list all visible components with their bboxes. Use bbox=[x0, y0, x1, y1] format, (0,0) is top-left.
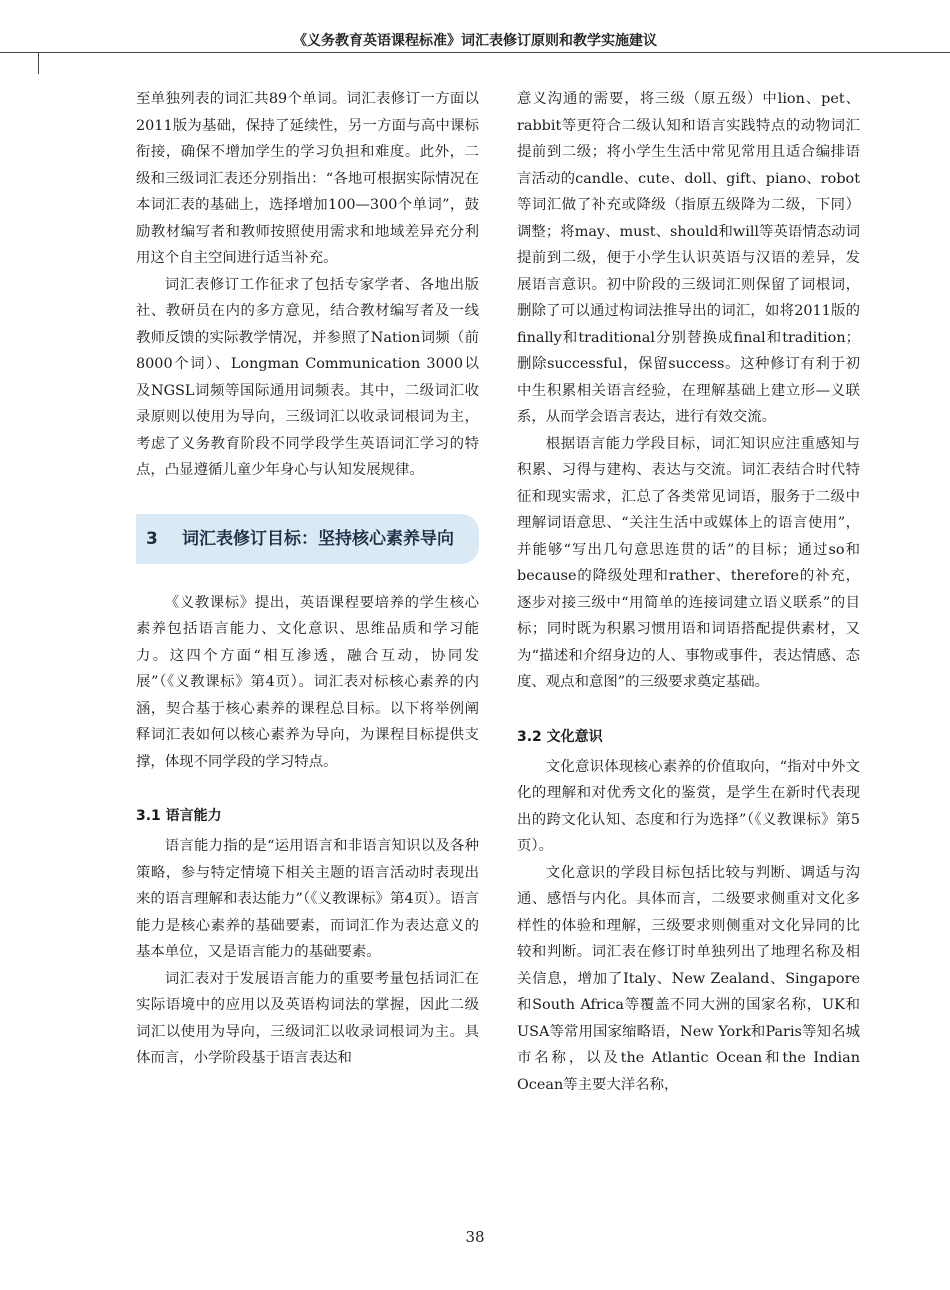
subsection-3-2-heading: 3.2 文化意识 bbox=[517, 728, 603, 745]
section-3-heading bbox=[136, 514, 479, 564]
left-paragraph-2: 词汇表修订工作征求了包括专家学者、各地出版社、教研员在内的多方意见，结合教材编写者及一线教师反馈的实际教学情况，并参照了Nation词频（前8000个词）、Longman Communication 3000以及NGSL词频等国际通用词频表。其中，二级词汇收录原则以使用为导向，三级词汇以收录词根词为主，考虑了义务教育阶段不同学段学生英语词汇学习的特点，凸显遵循儿童少年身心与认知发展规律。 bbox=[136, 276, 479, 478]
right-paragraph-1: 意义沟通的需要，将三级（原五级）中lion、pet、rabbit等更符合二级认知和语言实践特点的动物词汇提前到二级；将小学生生活中常见常用且适合编排语言活动的candle、cute、doll、gift、piano、robot等词汇做了补充或降级（指原五级降为二级，下同）调整；将may、must、should和will等英语情态动词提前到二级，便于小学生认识英语与汉语的差异，发展语言意识。初中阶段的三级词汇则保留了词根词，删除了可以通过构词法推导出的词汇，如将2011版的finally和traditional分别替换成final和tradition；删除successful，保留success。这种修订有利于初中生积累相关语言经验，在理解基础上建立形—义联系，从而学会语言表达，进行有效交流。 bbox=[517, 91, 860, 425]
left-paragraph-4: 语言能力指的是“运用语言和非语言知识以及各种策略，参与特定情境下相关主题的语言活动时表现出来的语言理解和表达能力”（《义教课标》第4页）。语言能力是核心素养的基础要素，而词汇作为表达意义的基本单位，又是语言能力的基础要素。 bbox=[136, 838, 479, 960]
running-header-title: 《义务教育英语课程标准》词汇表修订原则和教学实施建议 bbox=[293, 33, 657, 49]
left-column bbox=[136, 86, 479, 1072]
section-3-number: 3 bbox=[146, 528, 158, 549]
left-paragraph-5: 词汇表对于发展语言能力的重要考量包括词汇在实际语境中的应用以及英语构词法的掌握，因此二级词汇以使用为导向，三级词汇以收录词根词为主。具体而言，小学阶段基于语言表达和 bbox=[136, 970, 479, 1066]
right-paragraph-2: 根据语言能力学段目标，词汇知识应注重感知与积累、习得与建构、表达与交流。词汇表结合时代特征和现实需求，汇总了各类常见词语，服务于二级中理解词语意思、“关注生活中或媒体上的语言使用”，并能够“写出几句意思连贯的话”的目标；通过so和because的降级处理和rather、therefore的补充，逐步对接三级中“用简单的连接词建立语义联系”的目标；同时既为积累习惯用语和词语搭配提供素材，又为“描述和介绍身边的人、事物或事件，表达情感、态度、观点和意图”的三级要求奠定基础。 bbox=[517, 435, 860, 690]
right-column bbox=[517, 86, 860, 1098]
left-paragraph-3: 《义教课标》提出，英语课程要培养的学生核心素养包括语言能力、文化意识、思维品质和学习能力。这四个方面“相互渗透，融合互动，协同发展”（《义教课标》第4页）。词汇表对标核心素养的内涵，契合基于核心素养的课程总目标。以下将举例阐释词汇表如何以核心素养为导向，为课程目标提供支撑，体现不同学段的学习特点。 bbox=[136, 594, 479, 770]
page-number: 38 bbox=[465, 1228, 485, 1246]
section-3-title: 词汇表修订目标：坚持核心素养导向 bbox=[182, 528, 454, 549]
right-paragraph-4: 文化意识的学段目标包括比较与判断、调适与沟通、感悟与内化。具体而言，二级要求侧重对文化多样性的体验和理解，三级要求则侧重对文化异同的比较和判断。词汇表在修订时单独列出了地理名称及相关信息，增加了Italy、New Zealand、Singapore和South Africa等覆盖不同大洲的国家名称，UK和USA等常用国家缩略语，New York和Paris等知名城市名称，以及the Atlantic Ocean和the Indian Ocean等主要大洋名称， bbox=[517, 864, 860, 1093]
left-paragraph-1: 至单独列表的词汇共89个单词。词汇表修订一方面以2011版为基础，保持了延续性，另一方面与高中课标衔接，确保不增加学生的学习负担和难度。此外，二级和三级词汇表还分别指出：“各地可根据实际情况在本词汇表的基础上，选择增加100—300个单词”，鼓励教材编写者和教师按照使用需求和地域差异充分利用这个自主空间进行适当补充。 bbox=[136, 91, 479, 266]
header-rule bbox=[0, 52, 950, 53]
subsection-3-1-heading: 3.1 语言能力 bbox=[136, 808, 222, 824]
page-header bbox=[0, 0, 950, 52]
right-paragraph-3: 文化意识体现核心素养的价值取向，“指对中外文化的理解和对优秀文化的鉴赏，是学生在新时代表现出的跨文化认知、态度和行为选择”（《义教课标》第5页）。 bbox=[517, 758, 860, 854]
header-margin-tick bbox=[38, 52, 39, 74]
